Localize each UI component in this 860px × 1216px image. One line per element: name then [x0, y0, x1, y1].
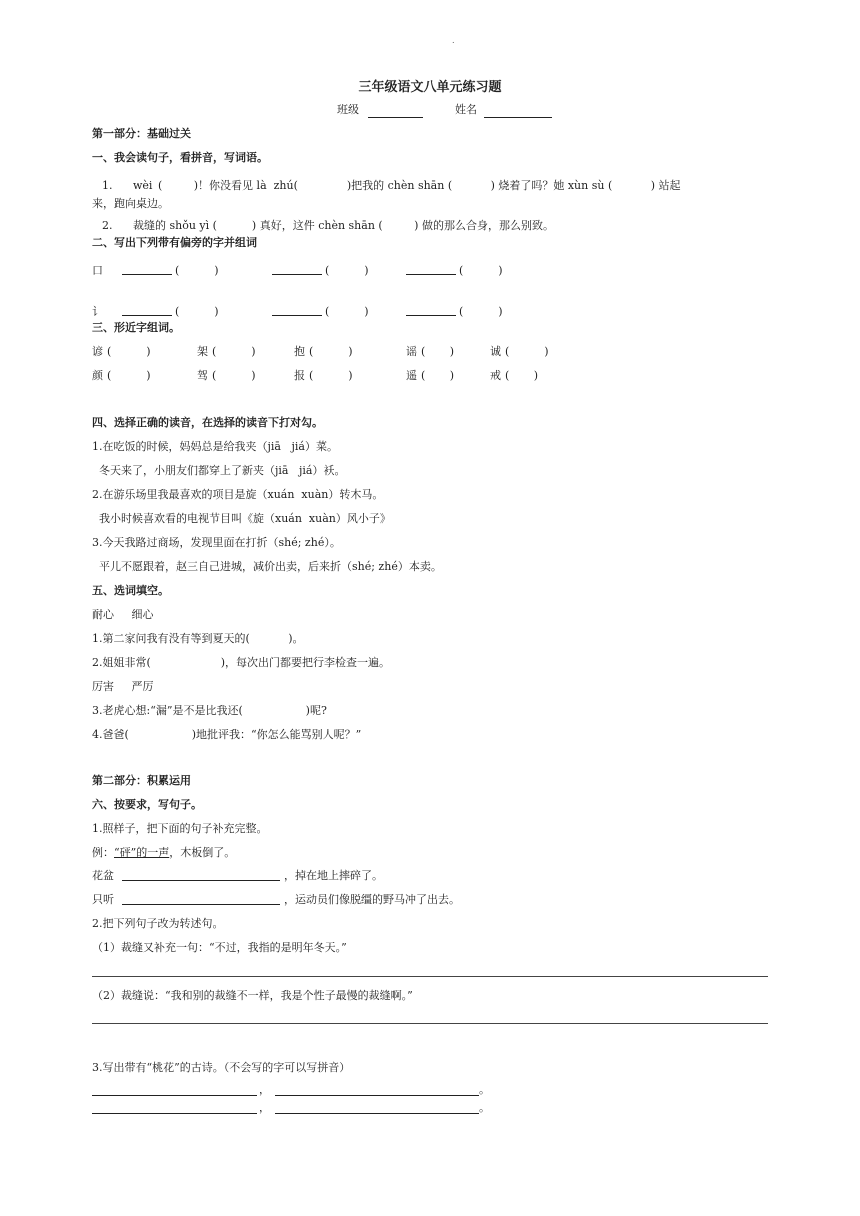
s5-line-3: 3.老虎心想:“漏”是不是比我还( )呢?	[92, 704, 327, 717]
s1-q2-number: 2.	[102, 219, 113, 232]
s2-r2-paren-1: ( )	[175, 305, 219, 318]
s4-line-5: 3.今天我路过商场，发现里面在打折（shé; zhé）。	[92, 536, 341, 549]
s3-r1-paren-4: ( )	[421, 345, 455, 358]
s3-r2-paren-1: ( )	[107, 369, 151, 382]
s6-q2-2: （2）裁缝说：“我和别的裁缝不一样，我是个性子最慢的裁缝啊。”	[92, 989, 413, 1002]
s6-fill1-blank[interactable]	[122, 880, 280, 881]
s3-r1-char-4: 谣	[406, 345, 417, 358]
s5-line-4: 4.爸爸( )地批评我：“你怎么能骂别人呢？”	[92, 728, 362, 741]
s4-line-1: 1.在吃饭的时候，妈妈总是给我夹（jiā jiá）菜。	[92, 440, 338, 453]
poem-line1-period: 。	[479, 1083, 490, 1096]
s6-q2-1: （1）裁缝又补充一句：“不过，我指的是明年冬天。”	[92, 941, 347, 954]
s1-q1-number: 1.	[102, 179, 113, 192]
section3-heading: 三、形近字组词。	[92, 321, 180, 334]
s6-fill1-prefix: 花盆	[92, 869, 114, 882]
s3-r1-paren-2: ( )	[212, 345, 256, 358]
s6-fill2-blank[interactable]	[122, 904, 280, 905]
radical-kou: 口	[92, 264, 103, 277]
s6-example-prefix: 例：	[92, 846, 114, 859]
s2-r2-blank-3[interactable]	[406, 315, 456, 316]
poem-line2-comma: ，	[259, 1101, 270, 1114]
s1-q1-line2: 来，跑向桌边。	[92, 197, 169, 210]
s3-r2-paren-4: ( )	[421, 369, 455, 382]
s6-example	[92, 846, 235, 860]
s1-q1-text: ( )！你没看见 là zhú( )把我的 chèn shān ( ) 烧着了吗？她 xùn sù ( ) 站起	[158, 179, 681, 192]
s3-r2-char-5: 戒	[490, 369, 501, 382]
s3-r1-paren-5: ( )	[505, 345, 549, 358]
s6-q3: 3.写出带有“桃花”的古诗。（不会写的字可以写拼音）	[92, 1061, 351, 1074]
name-label: 姓名	[455, 103, 477, 116]
s6-q2-1-answer-line[interactable]	[92, 976, 768, 977]
part2-heading: 第二部分：积累运用	[92, 774, 191, 787]
s6-q2: 2.把下列句子改为转述句。	[92, 917, 224, 930]
s6-q2-2-answer-line[interactable]	[92, 1023, 768, 1024]
s2-r2-paren-2: ( )	[325, 305, 369, 318]
poem-line2-blank-a[interactable]	[92, 1113, 257, 1114]
s2-r1-paren-3: ( )	[459, 264, 503, 277]
s1-q1-pinyin: wèi	[133, 179, 153, 192]
s5-line-1: 1.第二家问我有没有等到夏天的( )。	[92, 632, 304, 645]
class-label: 班级	[337, 103, 359, 116]
s6-fill1-suffix: ，掉在地上摔碎了。	[284, 869, 383, 882]
part1-heading: 第一部分：基础过关	[92, 127, 191, 140]
s3-r1-char-1: 谚	[92, 345, 103, 358]
s4-line-3: 2.在游乐场里我最喜欢的项目是旋（xuán xuàn）转木马。	[92, 488, 384, 501]
s6-fill2-suffix: ，运动员们像脱缰的野马冲了出去。	[284, 893, 460, 906]
s3-r1-char-3: 抱	[294, 345, 305, 358]
section6-heading: 六、按要求，写句子。	[92, 798, 202, 811]
poem-line2-period: 。	[479, 1101, 490, 1114]
s5-words-1: 耐心 细心	[92, 608, 154, 621]
s3-r2-char-1: 颜	[92, 369, 103, 382]
s6-example-suffix: ，木板倒了。	[169, 846, 236, 859]
poem-line1-blank-b[interactable]	[275, 1095, 479, 1096]
s2-r2-paren-3: ( )	[459, 305, 503, 318]
s4-line-4: 我小时候喜欢看的电视节目叫《旋（xuán xuàn）风小子》	[92, 512, 391, 525]
s3-r1-char-5: 诚	[490, 345, 501, 358]
s3-r2-char-2: 驾	[197, 369, 208, 382]
s3-r1-paren-1: ( )	[107, 345, 151, 358]
poem-line1-comma: ，	[259, 1083, 270, 1096]
page-title: 三年级语文八单元练习题	[358, 80, 502, 95]
class-blank[interactable]	[368, 117, 423, 118]
s3-r1-paren-3: ( )	[309, 345, 353, 358]
s6-q1: 1.照样子，把下面的句子补充完整。	[92, 822, 268, 835]
radical-yan: 讠	[92, 305, 103, 318]
s3-r2-paren-3: ( )	[309, 369, 353, 382]
s3-r1-char-2: 架	[197, 345, 208, 358]
s2-r1-paren-1: ( )	[175, 264, 219, 277]
section4-heading: 四、选择正确的读音，在选择的读音下打对勾。	[92, 416, 323, 429]
s4-line-6: 平儿不愿跟着，赵三自己进城，减价出卖，后来折（shé; zhé）本卖。	[92, 560, 442, 573]
s6-fill2-prefix: 只听	[92, 893, 114, 906]
s5-line-2: 2.姐姐非常( )，每次出门都要把行李检查一遍。	[92, 656, 391, 669]
name-blank[interactable]	[484, 117, 552, 118]
section2-heading: 二、写出下列带有偏旁的字并组词	[92, 236, 257, 249]
section1-heading: 一、我会读句子，看拼音，写词语。	[92, 151, 268, 164]
s5-words-2: 厉害 严厉	[92, 680, 154, 693]
s3-r2-char-3: 报	[294, 369, 305, 382]
s6-example-underlined: “砰”的一声	[114, 846, 170, 859]
s2-r1-blank-3[interactable]	[406, 274, 456, 275]
header-dot: .	[452, 36, 455, 45]
s3-r2-paren-2: ( )	[212, 369, 256, 382]
s2-r2-blank-2[interactable]	[272, 315, 322, 316]
poem-line2-blank-b[interactable]	[275, 1113, 479, 1114]
poem-line1-blank-a[interactable]	[92, 1095, 257, 1096]
s2-r1-blank-1[interactable]	[122, 274, 172, 275]
s2-r1-blank-2[interactable]	[272, 274, 322, 275]
section5-heading: 五、选词填空。	[92, 584, 169, 597]
s2-r2-blank-1[interactable]	[122, 315, 172, 316]
s4-line-2: 冬天来了，小朋友们都穿上了新夹（jiā jiá）袄。	[92, 464, 346, 477]
s2-r1-paren-2: ( )	[325, 264, 369, 277]
s3-r2-paren-5: ( )	[505, 369, 539, 382]
s3-r2-char-4: 遥	[406, 369, 417, 382]
s1-q2-text: 裁缝的 shǒu yì ( ) 真好，这件 chèn shān ( ) 做的那么合身，那么别致。	[133, 219, 554, 232]
